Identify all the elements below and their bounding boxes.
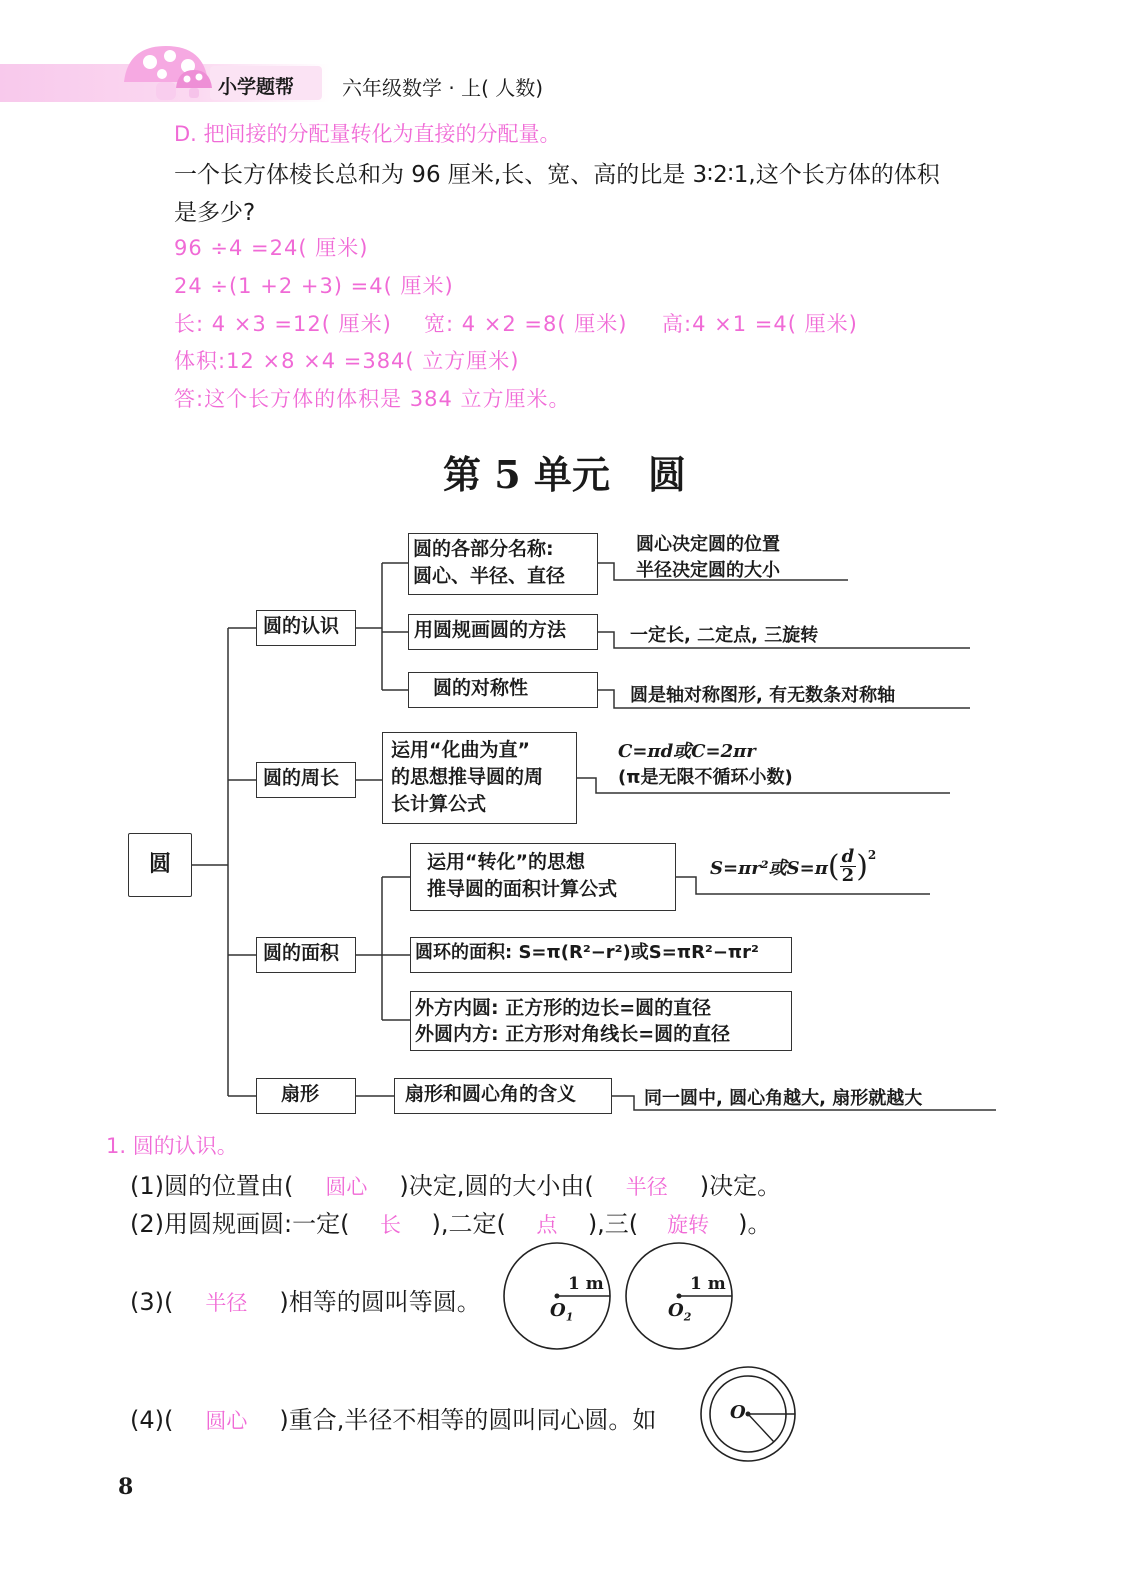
question-4 [130, 1400, 656, 1435]
square-line-1: 外方内圆: 正方形的边长=圆的直径 [415, 997, 712, 1019]
solution-width: 宽: 4 ×2 =8( 厘米) [424, 312, 628, 336]
q1-answer-1: 圆心 [325, 1175, 368, 1199]
circ-line-1: 运用“化曲为直” [391, 739, 530, 761]
parts-line-1: 圆的各部分名称: [413, 538, 554, 560]
equal-circle-1 [500, 1242, 616, 1350]
concentric-circles [698, 1366, 802, 1466]
q4-text-b: )重合,半径不相等的圆叫同心圆。如 [279, 1406, 657, 1434]
solution-volume: 体积:12 ×8 ×4 =384( 立方厘米) [174, 349, 520, 373]
q2-text-c: ),三( [587, 1210, 639, 1238]
header-brand: 小学题帮 [218, 76, 295, 98]
q1-text-c: )决定。 [699, 1172, 782, 1200]
q2-answer-2: 点 [536, 1213, 558, 1237]
circle-2-radius-label: 1 m [690, 1274, 726, 1294]
note-sector: 同一圆中, 圆心角越大, 扇形就越大 [644, 1088, 923, 1109]
section-title: 1. 圆的认识。 [106, 1134, 238, 1158]
mindmap-square-circle [410, 991, 792, 1051]
circle-2-center-letter: O [668, 1300, 684, 1321]
mindmap-branch-area: 圆的面积 [256, 937, 356, 973]
area-line-1: 运用“转化”的思想 [427, 851, 585, 873]
option-d: D. 把间接的分配量转化为直接的分配量。 [174, 122, 561, 146]
q3-answer: 半径 [205, 1291, 248, 1315]
circle-2-center-sub: 2 [683, 1310, 692, 1324]
question-3 [130, 1282, 481, 1317]
square-line-2: 外圆内方: 正方形对角线长=圆的直径 [415, 1023, 731, 1045]
q1-text-b: )决定,圆的大小由( [399, 1172, 594, 1200]
note-compass-steps: 一定长, 二定点, 三旋转 [630, 625, 819, 646]
solution-step-1: 96 ÷4 =24( 厘米) [174, 236, 369, 260]
solution-height: 高:4 ×1 =4( 厘米) [662, 312, 858, 336]
q1-answer-2: 半径 [625, 1175, 668, 1199]
mindmap-branch-sector: 扇形 [256, 1078, 356, 1114]
circle-1-center-letter: O [550, 1300, 566, 1321]
area-exponent: 2 [867, 848, 877, 862]
q2-answer-3: 旋转 [667, 1213, 710, 1237]
question-line-1: 一个长方体棱长总和为 96 厘米,长、宽、高的比是 3∶2∶1,这个长方体的体积 [174, 162, 940, 188]
mindmap-branch-circumference: 圆的周长 [256, 762, 356, 798]
note-radius-size: 半径决定圆的大小 [636, 560, 780, 581]
mindmap-branch-recognition: 圆的认识 [256, 610, 356, 646]
note-circumference-formula: C=πd或C=2πr [618, 741, 756, 762]
circle-1-radius-label: 1 m [568, 1274, 604, 1294]
circ-line-3: 长计算公式 [391, 793, 487, 815]
fraction-denominator: 2 [841, 865, 855, 886]
q3-text-b: )相等的圆叫等圆。 [279, 1288, 481, 1316]
note-symmetry: 圆是轴对称图形, 有无数条对称轴 [630, 685, 896, 706]
q2-text-d: )。 [738, 1210, 772, 1238]
header-book-title: 六年级数学 · 上( 人数) [342, 76, 544, 100]
mindmap-area-derivation [410, 843, 676, 911]
mindmap-root: 圆 [128, 833, 192, 897]
mindmap-sector-meaning: 扇形和圆心角的含义 [394, 1078, 612, 1114]
question-line-2: 是多少? [174, 200, 256, 226]
circle-2-center-label [668, 1300, 691, 1324]
area-line-2: 推导圆的面积计算公式 [427, 878, 618, 900]
solution-answer: 答:这个长方体的体积是 384 立方厘米。 [174, 387, 571, 411]
question-2 [130, 1204, 772, 1239]
area-formula-main: S=πr²或S=π [710, 857, 828, 879]
circ-line-2: 的思想推导圆的周 [391, 766, 544, 788]
note-pi: (π是无限不循环小数) [618, 767, 793, 788]
q2-text-a: (2)用圆规画圆:一定( [130, 1210, 350, 1238]
mindmap-symmetry: 圆的对称性 [408, 672, 598, 708]
solution-length: 长: 4 ×3 =12( 厘米) [174, 312, 392, 336]
note-area-formula [710, 848, 876, 885]
q1-text-a: (1)圆的位置由( [130, 1172, 294, 1200]
circle-1-center-sub: 1 [565, 1310, 574, 1324]
q4-answer: 圆心 [205, 1409, 248, 1433]
q4-text-a: (4)( [130, 1406, 174, 1434]
mindmap-ring-area: 圆环的面积: S=π(R²−r²)或S=πR²−πr² [410, 937, 792, 973]
q2-answer-1: 长 [379, 1213, 401, 1237]
fraction-numerator: d [841, 846, 855, 867]
question-1 [130, 1166, 781, 1201]
parts-line-2: 圆心、半径、直径 [413, 565, 566, 587]
note-center-position: 圆心决定圆的位置 [636, 534, 780, 555]
area-paren-left: ( [827, 849, 840, 884]
mindmap-parts-names [408, 533, 598, 595]
equal-circle-2 [622, 1242, 738, 1350]
solution-step-2: 24 ÷(1 +2 +3) =4( 厘米) [174, 274, 454, 298]
area-fraction [840, 848, 857, 885]
unit-title: 第 5 单元 圆 [443, 452, 686, 497]
mindmap-compass-method: 用圆规画圆的方法 [408, 614, 598, 650]
q3-text-a: (3)( [130, 1288, 174, 1316]
area-paren-right: ) [856, 849, 868, 884]
concentric-center-label: O [730, 1402, 746, 1423]
mindmap-circumference-derivation [382, 732, 577, 824]
q2-text-b: ),二定( [431, 1210, 506, 1238]
page-number: 8 [118, 1474, 134, 1500]
circle-1-center-label [550, 1300, 573, 1324]
